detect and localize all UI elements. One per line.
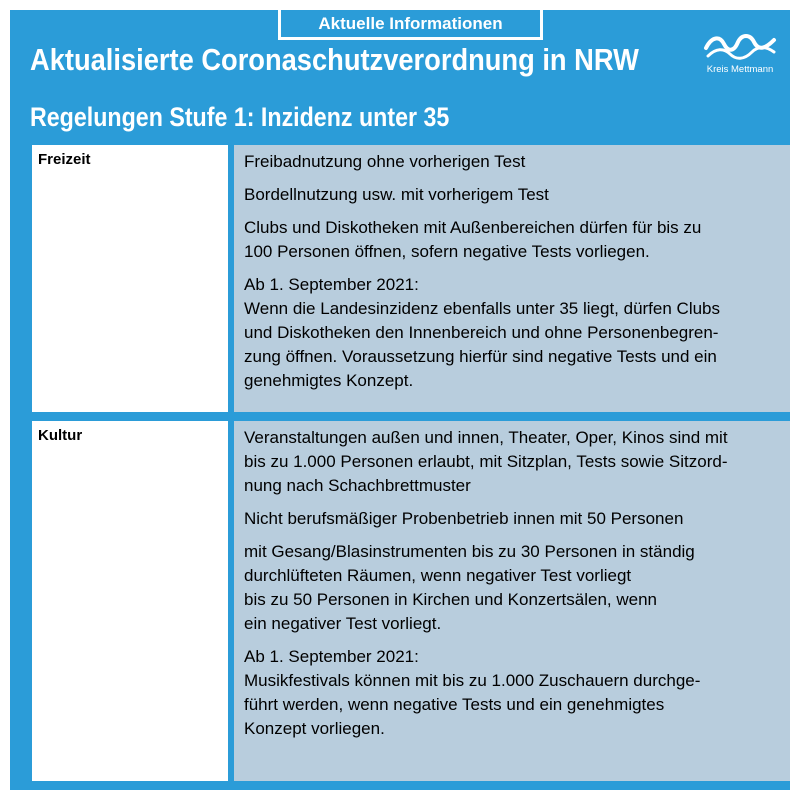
text-line: Bordellnutzung usw. mit vorherigem Test: [244, 185, 549, 204]
section-label-kultur: [32, 421, 228, 781]
section-label-text: Kultur: [38, 427, 83, 444]
text-line: Ab 1. September 2021:: [244, 275, 419, 294]
paragraph: [244, 216, 780, 264]
text-line: nung nach Schachbrettmuster: [244, 476, 471, 495]
section-label-freizeit: [32, 145, 228, 412]
text-line: Wenn die Landesinzidenz ebenfalls unter 35 liegt, dürfen Clubs: [244, 299, 720, 318]
text-line: durchlüfteten Räumen, wenn negativer Test vorliegt: [244, 566, 632, 585]
section-label-text: Freizeit: [38, 151, 91, 168]
text-line: zung öffnen. Voraussetzung hierfür sind negative Tests und ein: [244, 347, 717, 366]
section-content-freizeit: [234, 145, 790, 412]
page-title: Aktualisierte Coronaschutzverordnung in NRW: [30, 42, 639, 77]
text-line: 100 Personen öffnen, sofern negative Tests vorliegen.: [244, 242, 650, 261]
paragraph: [244, 540, 780, 636]
text-line: führt werden, wenn negative Tests und ein genehmigtes: [244, 695, 665, 714]
info-frame: [10, 10, 790, 790]
paragraph: [244, 150, 780, 174]
text-line: Veranstaltungen außen und innen, Theater, Oper, Kinos sind mit: [244, 428, 728, 447]
paragraph: [244, 426, 780, 498]
info-tab-label: Aktuelle Informationen: [278, 10, 543, 40]
logo-text: Kreis Mettmann: [706, 64, 774, 75]
text-line: bis zu 50 Personen in Kirchen und Konzertsälen, wenn: [244, 590, 657, 609]
text-line: mit Gesang/Blasinstrumenten bis zu 30 Personen in ständig: [244, 542, 695, 561]
paragraph: [244, 507, 780, 531]
text-line: genehmigtes Konzept.: [244, 371, 414, 390]
paragraph: [244, 645, 780, 741]
paragraph: [244, 273, 780, 393]
text-line: und Diskotheken den Innenbereich und ohne Personenbegren-: [244, 323, 719, 342]
text-line: Nicht berufsmäßiger Probenbetrieb innen mit 50 Personen: [244, 509, 684, 528]
text-line: Musikfestivals können mit bis zu 1.000 Zuschauern durchge-: [244, 671, 701, 690]
text-line: Ab 1. September 2021:: [244, 647, 419, 666]
text-line: ein negativer Test vorliegt.: [244, 614, 442, 633]
text-line: Clubs und Diskotheken mit Außenbereichen dürfen für bis zu: [244, 218, 702, 237]
kreis-mettmann-logo: [694, 32, 786, 82]
section-content-kultur: [234, 421, 790, 781]
text-line: bis zu 1.000 Personen erlaubt, mit Sitzplan, Tests sowie Sitzord-: [244, 452, 728, 471]
paragraph: [244, 183, 780, 207]
page-subtitle: Regelungen Stufe 1: Inzidenz unter 35: [30, 102, 450, 132]
logo-wave-icon: [702, 32, 778, 62]
text-line: Freibadnutzung ohne vorherigen Test: [244, 152, 526, 171]
text-line: Konzept vorliegen.: [244, 719, 385, 738]
